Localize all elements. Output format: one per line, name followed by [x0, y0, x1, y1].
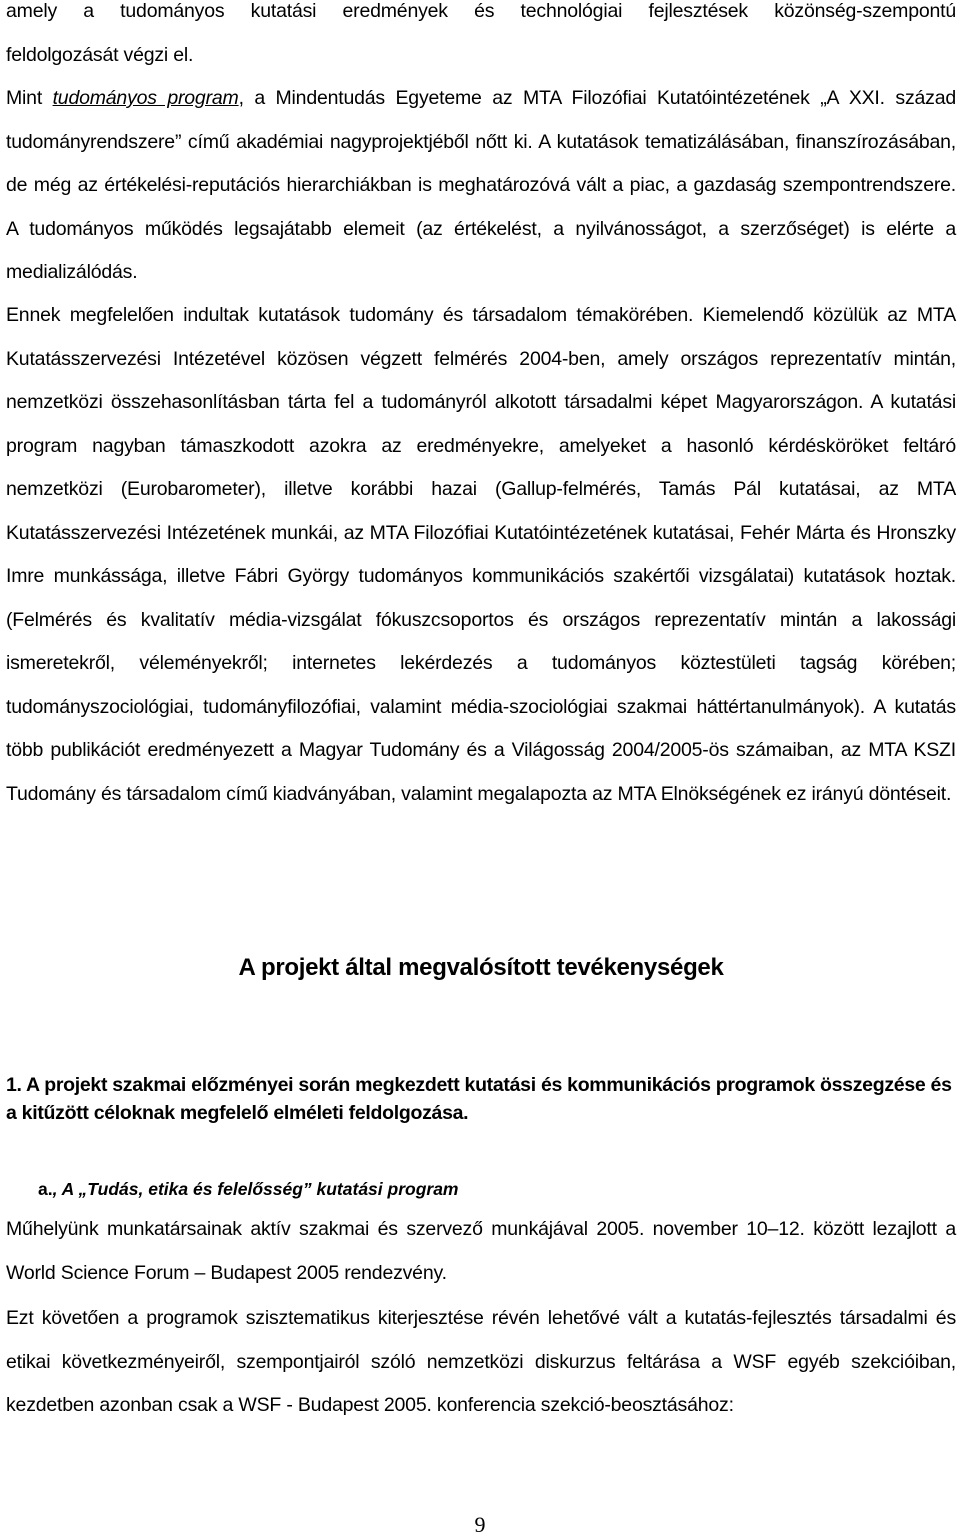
section-title: A projekt által megvalósított tevékenységek	[238, 954, 724, 981]
sub-heading	[38, 1179, 960, 1200]
paragraph-workshop	[6, 1208, 956, 1295]
paragraph-text: Ezt követően a programok szisztematikus kiterjesztése révén lehetővé vált a kutatás-fejlesztés társadalmi és etikai következményeiről, szempontjairól szóló nemzetközi diskurzus feltárása a WSF egyéb szekcióiban, kezdetben azonban csak a WSF - Budapest 2005. konferencia szekció-beosztásához:	[6, 1307, 956, 1416]
paragraph-text: Műhelyünk munkatársainak aktív szakmai és szervező munkájával 2005. november 10–12. között lezajlott a World Science Forum – Budapest 2005 rendezvény.	[6, 1218, 956, 1284]
numbered-heading	[6, 1071, 956, 1127]
paragraph-text: , a Mindentudás Egyeteme az MTA Filozófiai Kutatóintézetének „A XXI. század tudományrendszere” című akadémiai nagyprojektjéből nőtt ki. A kutatások tematizálásában, finanszírozásában, de még az értékelési-reputációs hierarchiákban is meghatározóvá vált a piac, a gazdaság szempontrendszere. A tudományos működés legsajátabb elemeit (az értékelést, a nyilvánosságot, a szerzőséget) is elérte a medializálódás.	[6, 87, 956, 283]
paragraph-research	[6, 294, 956, 816]
numbered-heading-text: 1. A projekt szakmai előzményei során megkezdett kutatási és kommunikációs programok összegzése és a kitűzött céloknak megfelelő elméleti feldolgozása.	[6, 1074, 952, 1124]
paragraph-intro	[6, 77, 956, 295]
page-number: 9	[474, 1512, 486, 1537]
paragraph-followup	[6, 1297, 956, 1428]
paragraph-line: amely a tudományos kutatási eredmények és technológiai fejlesztések közönség-szempontú	[6, 0, 956, 22]
program-link[interactable]: tudományos program	[52, 87, 239, 109]
sub-heading-label: a.	[38, 1179, 53, 1199]
paragraph-text: Ennek megfelelően indultak kutatások tudomány és társadalom témakörében. Kiemelendő közülük az MTA Kutatásszervezési Intézetével közösen végzett felmérés 2004-ben, amely országos reprezentatív mintán, nemzetközi összehasonlításban tárta fel a tudományról alkotott társadalmi képet Magyarországon. A kutatási program nagyban támaszkodott azokra az eredményekre, amelyeket a hasonló kérdésköröket feltáró nemzetközi (Eurobarometer), illetve korábbi hazai (Gallup-felmérés, Tamás Pál kutatásai, az MTA Kutatásszervezési Intézetének munkái, az MTA Filozófiai Kutatóintézetének kutatásai, Fehér Márta és Hronszky Imre munkássága, illetve Fábri György tudományos kommunikációs szakértői vizsgálatai) kutatások hoztak. (Felmérés és kvalitatív média-vizsgálat fókuszcsoportos és országos reprezentatív mintán a lakossági ismeretekről, véleményekről; internetes lekérdezés a tudományos köztestületi tagság körében; tudományszociológiai, tudományfilozófiai, valamint média-szociológiai szakmai háttértanulmányok). A kutatás több publikációt eredményezett a Magyar Tudomány és a Világosság 2004/2005-ös számaiban, az MTA KSZI Tudomány és társadalom című kiadványában, valamint megalapozta az MTA Elnökségének ez irányú döntéseit.	[6, 304, 956, 805]
paragraph-continued	[6, 0, 956, 77]
paragraph-line: feldolgozását végzi el.	[6, 43, 194, 66]
paragraph-prefix: Mint	[6, 87, 53, 109]
section-title-block	[6, 954, 956, 982]
sub-heading-text: , A „Tudás, etika és felelősség” kutatási program	[52, 1179, 459, 1199]
